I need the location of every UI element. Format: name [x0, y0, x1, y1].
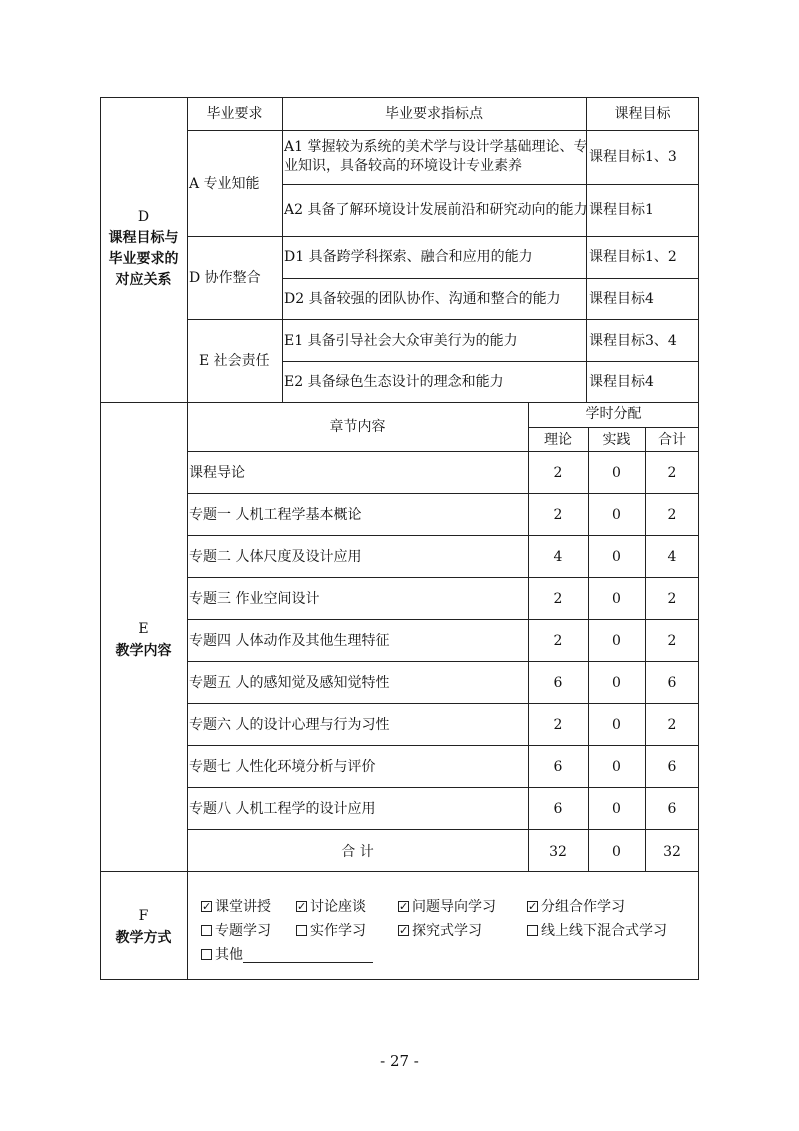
indicator-text: E2 具备绿色生态设计的理念和能力 [284, 374, 504, 390]
option-lecture[interactable] [201, 898, 271, 916]
chapter-name: 专题五 人的感知觉及感知觉特性 [189, 675, 390, 691]
total-hours: 2 [667, 633, 677, 649]
section-d-code: D [137, 209, 150, 225]
option-label: 其他 [215, 947, 243, 963]
theory-hours: 2 [553, 633, 563, 649]
chapter-name: 专题二 人体尺度及设计应用 [189, 549, 362, 565]
theory-hours: 2 [553, 591, 563, 607]
chapter-name: 专题六 人的设计心理与行为习性 [189, 717, 390, 733]
chapter-name: 专题四 人体动作及其他生理特征 [189, 633, 390, 649]
chapter-name: 课程导论 [189, 465, 245, 481]
option-label: 课堂讲授 [215, 899, 271, 915]
checkbox-checked-icon[interactable] [201, 901, 212, 912]
option-topic-study[interactable] [201, 922, 271, 940]
theory-hours: 6 [553, 675, 563, 691]
option-problem-based[interactable] [398, 898, 496, 916]
practice-hours: 0 [612, 801, 621, 817]
option-label: 专题学习 [215, 923, 271, 939]
total-hours: 6 [667, 801, 677, 817]
option-label: 实作学习 [310, 923, 366, 939]
indicator-text: A1 掌握较为系统的美术学与设计学基础理论、专 [284, 139, 588, 155]
practice-hours: 0 [612, 549, 621, 565]
requirement-label: D 协作整合 [189, 270, 261, 286]
indicator-text: E1 具备引导社会大众审美行为的能力 [284, 333, 518, 349]
practice-hours: 0 [612, 633, 621, 649]
total-practice: 0 [612, 844, 621, 860]
option-label: 探究式学习 [412, 923, 482, 939]
indicator-text: D2 具备较强的团队协作、沟通和整合的能力 [284, 291, 561, 307]
practice-hours: 0 [612, 717, 621, 733]
header-indicator: 毕业要求指标点 [385, 106, 483, 122]
checkbox-icon[interactable] [527, 925, 538, 936]
theory-hours: 6 [553, 801, 563, 817]
total-hours: 2 [667, 591, 677, 607]
option-label: 讨论座谈 [310, 899, 366, 915]
theory-hours: 2 [553, 465, 563, 481]
total-hours: 2 [667, 507, 677, 523]
option-blended[interactable] [527, 922, 667, 940]
page-number: - 27 - [380, 1052, 419, 1070]
chapter-name: 专题三 作业空间设计 [189, 591, 320, 607]
section-d-title-line3: 对应关系 [115, 272, 172, 288]
indicator-text: D1 具备跨学科探索、融合和应用的能力 [284, 249, 533, 265]
total-total: 32 [663, 844, 681, 860]
option-group-work[interactable] [527, 898, 625, 916]
chapter-name: 专题七 人性化环境分析与评价 [189, 759, 376, 775]
option-inquiry[interactable] [398, 922, 482, 940]
header-theory: 理论 [544, 432, 572, 448]
total-label: 合 计 [341, 844, 374, 860]
checkbox-icon[interactable] [201, 925, 212, 936]
header-requirement: 毕业要求 [206, 106, 263, 122]
requirement-label: E 社会责任 [199, 353, 270, 369]
course-goal: 课程目标4 [589, 291, 654, 307]
theory-hours: 4 [553, 549, 563, 565]
option-practice-study[interactable] [296, 922, 366, 940]
checkbox-checked-icon[interactable] [398, 925, 409, 936]
option-label: 线上线下混合式学习 [541, 923, 667, 939]
total-theory: 32 [549, 844, 567, 860]
checkbox-checked-icon[interactable] [398, 901, 409, 912]
checkbox-icon[interactable] [201, 949, 212, 960]
total-hours: 2 [667, 717, 677, 733]
option-label: 问题导向学习 [412, 899, 496, 915]
indicator-text-cont: 业知识，具备较高的环境设计专业素养 [284, 158, 522, 174]
header-practice: 实践 [602, 432, 631, 448]
option-discussion[interactable] [296, 898, 366, 916]
course-goal: 课程目标1、3 [589, 149, 677, 165]
option-label: 分组合作学习 [541, 899, 625, 915]
chapter-name: 专题一 人机工程学基本概论 [189, 507, 362, 523]
checkbox-checked-icon[interactable] [527, 901, 538, 912]
checkbox-icon[interactable] [296, 925, 307, 936]
practice-hours: 0 [612, 759, 621, 775]
section-f-code: F [138, 908, 149, 924]
practice-hours: 0 [612, 507, 621, 523]
section-d-title-line1: 课程目标与 [108, 230, 179, 246]
header-chapter: 章节内容 [329, 419, 386, 435]
section-d-title-line2: 毕业要求的 [108, 251, 179, 267]
section-f-title: 教学方式 [115, 930, 172, 946]
section-e-title: 教学内容 [115, 643, 172, 659]
course-goal: 课程目标3、4 [589, 333, 677, 349]
theory-hours: 6 [553, 759, 563, 775]
course-goal: 课程目标1、2 [589, 249, 677, 265]
header-course-goal: 课程目标 [614, 106, 671, 122]
option-other[interactable] [201, 946, 243, 964]
chapter-name: 专题八 人机工程学的设计应用 [189, 801, 376, 817]
requirement-label: A 专业知能 [189, 176, 260, 192]
total-hours: 2 [667, 465, 677, 481]
theory-hours: 2 [553, 507, 563, 523]
section-e-code: E [138, 621, 149, 637]
header-hours: 学时分配 [585, 406, 642, 422]
total-hours: 6 [667, 675, 677, 691]
practice-hours: 0 [612, 675, 621, 691]
total-hours: 6 [667, 759, 677, 775]
checkbox-checked-icon[interactable] [296, 901, 307, 912]
indicator-text: A2 具备了解环境设计发展前沿和研究动向的能力 [284, 202, 588, 218]
theory-hours: 2 [553, 717, 563, 733]
practice-hours: 0 [612, 465, 621, 481]
header-total: 合计 [658, 432, 686, 448]
total-hours: 4 [667, 549, 677, 565]
practice-hours: 0 [612, 591, 621, 607]
course-goal: 课程目标4 [589, 374, 654, 390]
course-goal: 课程目标1 [589, 202, 654, 218]
other-fill-line[interactable] [243, 962, 373, 963]
